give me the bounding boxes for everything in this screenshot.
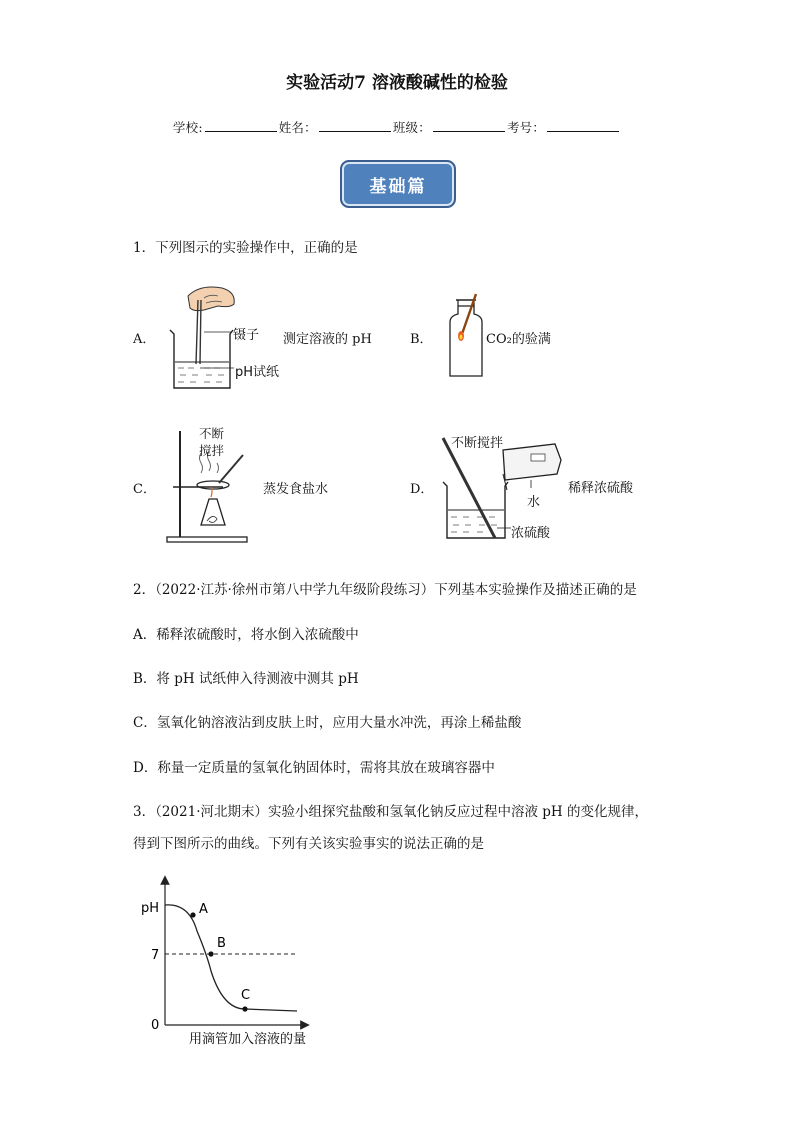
section-badge: 基础篇 [340, 160, 456, 208]
x-axis-label: 用滴管加入溶液的量 [189, 1032, 307, 1047]
y-axis-label: pH [141, 901, 160, 916]
q2-stem: 2．（2022·江苏·徐州市第八中学九年级阶段练习）下列基本实验操作及描述正确的是 [133, 582, 637, 598]
q1-d-stir-label: 不断搅拌 [451, 436, 504, 451]
class-blank[interactable] [433, 119, 505, 132]
point-c [242, 1006, 247, 1011]
school-label: 学校: [172, 120, 203, 135]
q2-option-c: C．氢氧化钠溶液沾到皮肤上时，应用大量水冲洗，再涂上稀盐酸 [133, 715, 522, 731]
q1-c-stir-line2: 搅拌 [199, 443, 225, 458]
q1-a-letter: A． [133, 332, 156, 347]
school-blank[interactable] [205, 119, 277, 132]
point-a [190, 912, 195, 917]
q1-a-desc: 测定溶液的 pH [283, 332, 372, 347]
q3-ph-chart [135, 875, 335, 1050]
q1-b-figure [440, 292, 490, 380]
q1-c-desc: 蒸发食盐水 [263, 482, 329, 497]
q2-option-a: A．稀释浓硫酸时，将水倒入浓硫酸中 [133, 627, 359, 643]
name-label: 姓名： [278, 120, 317, 135]
q1-d-water-label: 水 [527, 495, 541, 510]
q2-option-d: D．称量一定质量的氢氧化钠固体时，需将其放在玻璃容器中 [133, 760, 495, 776]
name-blank[interactable] [319, 119, 391, 132]
q1-d-acid-label: 浓硫酸 [511, 526, 551, 541]
q3-stem-line2: 得到下图所示的曲线。下列有关该实验事实的说法正确的是 [133, 836, 484, 852]
point-a-label: A [199, 902, 208, 917]
point-b-label: B [217, 936, 226, 951]
q3-stem-line1: 3．（2021·河北期末）实验小组探究盐酸和氢氧化钠反应过程中溶液 pH 的变化规律， [133, 804, 648, 820]
ph-curve [165, 905, 297, 1011]
q2-option-b: B．将 pH 试纸伸入待测液中测其 pH [133, 671, 359, 687]
q1-d-desc: 稀释浓硫酸 [568, 481, 634, 496]
point-b [208, 951, 213, 956]
id-label: 考号： [506, 120, 546, 135]
q1-b-desc: CO₂的验满 [486, 332, 551, 347]
student-info-line [0, 118, 794, 136]
q1-stem: 1．下列图示的实验操作中，正确的是 [133, 240, 358, 256]
q1-c-stir-line1: 不断 [199, 426, 225, 441]
page-title: 实验活动7 溶液酸碱性的检验 [286, 73, 508, 93]
point-c-label: C [241, 988, 251, 1003]
ph7-tick-label: 7 [151, 948, 160, 963]
q1-c-letter: C． [133, 482, 156, 497]
q1-b-letter: B． [410, 332, 433, 347]
id-blank[interactable] [547, 119, 619, 132]
q1-d-letter: D． [410, 482, 434, 497]
q1-a-paper-label: pH试纸 [235, 365, 280, 380]
origin-label: 0 [151, 1018, 160, 1033]
q1-a-tweezers-label: 镊子 [233, 328, 260, 343]
class-label: 班级： [392, 120, 431, 135]
